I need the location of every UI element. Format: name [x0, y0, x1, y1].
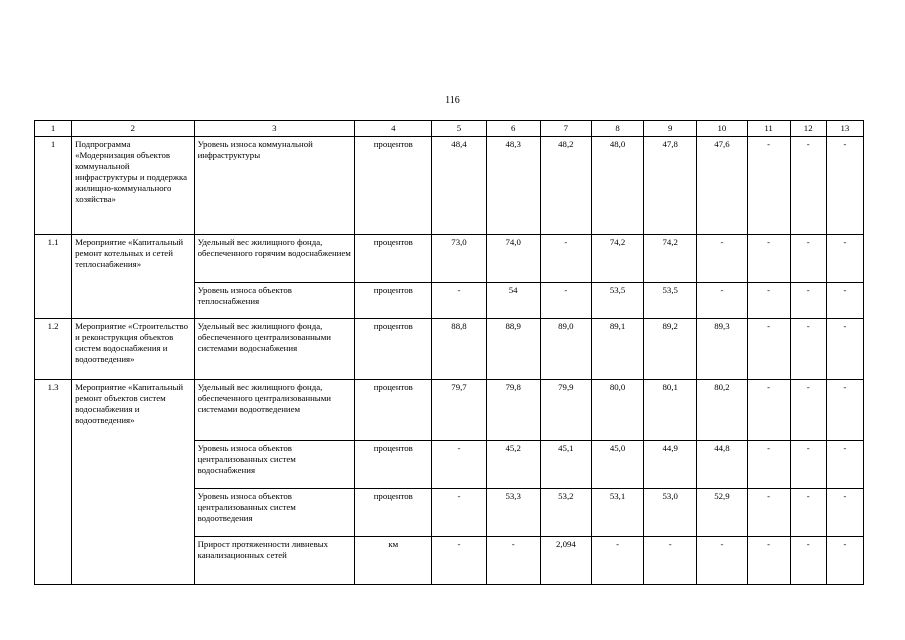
value-cell: - — [747, 137, 790, 235]
value-cell: - — [790, 441, 826, 489]
value-cell: - — [790, 235, 826, 283]
table-row — [35, 235, 864, 283]
value-cell: 80,2 — [697, 380, 747, 441]
header-cell: 1 — [35, 121, 72, 137]
value-cell: - — [826, 235, 863, 283]
value-cell: 54 — [486, 283, 540, 319]
value-cell: - — [697, 537, 747, 585]
value-cell: 73,0 — [432, 235, 486, 283]
value-cell: - — [826, 319, 863, 380]
value-cell: - — [540, 283, 591, 319]
value-cell: - — [826, 441, 863, 489]
value-cell: 53,5 — [644, 283, 697, 319]
value-cell: - — [790, 537, 826, 585]
unit-cell: процентов — [355, 441, 432, 489]
unit-cell: процентов — [355, 380, 432, 441]
indicator-cell: Удельный вес жилищного фонда, обеспеченного горячим водоснабжением — [194, 235, 355, 283]
value-cell: - — [432, 489, 486, 537]
row-number-cell: 1 — [35, 137, 72, 235]
value-cell: - — [747, 319, 790, 380]
unit-cell: процентов — [355, 137, 432, 235]
unit-cell: процентов — [355, 489, 432, 537]
value-cell: 44,9 — [644, 441, 697, 489]
indicator-cell: Уровень износа коммунальной инфраструктуры — [194, 137, 355, 235]
value-cell: 48,4 — [432, 137, 486, 235]
value-cell: 89,3 — [697, 319, 747, 380]
value-cell: 2,094 — [540, 537, 591, 585]
row-number-cell: 1.2 — [35, 319, 72, 380]
value-cell: 53,3 — [486, 489, 540, 537]
value-cell: - — [591, 537, 643, 585]
value-cell: - — [432, 441, 486, 489]
value-cell: 88,9 — [486, 319, 540, 380]
value-cell: 88,8 — [432, 319, 486, 380]
unit-cell: процентов — [355, 283, 432, 319]
value-cell: - — [826, 489, 863, 537]
header-cell: 7 — [540, 121, 591, 137]
value-cell: 52,9 — [697, 489, 747, 537]
value-cell: - — [790, 137, 826, 235]
table-header-row — [35, 121, 864, 137]
value-cell: 47,6 — [697, 137, 747, 235]
value-cell: - — [486, 537, 540, 585]
value-cell: 53,5 — [591, 283, 643, 319]
value-cell: - — [826, 537, 863, 585]
value-cell: 74,2 — [644, 235, 697, 283]
value-cell: 89,0 — [540, 319, 591, 380]
value-cell: 74,0 — [486, 235, 540, 283]
table-row — [35, 319, 864, 380]
value-cell: 89,1 — [591, 319, 643, 380]
header-cell: 3 — [194, 121, 355, 137]
value-cell: 79,9 — [540, 380, 591, 441]
measure-cell: Мероприятие «Капитальный ремонт объектов систем водоснабжения и водоотведения» — [72, 380, 194, 585]
page-number: 116 — [445, 95, 460, 106]
header-cell: 4 — [355, 121, 432, 137]
header-cell: 13 — [826, 121, 863, 137]
value-cell: 45,2 — [486, 441, 540, 489]
header-cell: 5 — [432, 121, 486, 137]
value-cell: - — [432, 283, 486, 319]
value-cell: - — [697, 283, 747, 319]
value-cell: - — [790, 283, 826, 319]
header-cell: 10 — [697, 121, 747, 137]
value-cell: 89,2 — [644, 319, 697, 380]
value-cell: - — [747, 537, 790, 585]
value-cell: 47,8 — [644, 137, 697, 235]
value-cell: - — [540, 235, 591, 283]
indicator-cell: Уровень износа объектов теплоснабжения — [194, 283, 355, 319]
value-cell: - — [697, 235, 747, 283]
value-cell: - — [432, 537, 486, 585]
row-number-cell: 1.1 — [35, 235, 72, 319]
measure-cell: Мероприятие «Капитальный ремонт котельных и сетей теплоснабжения» — [72, 235, 194, 319]
unit-cell: процентов — [355, 319, 432, 380]
header-cell: 2 — [72, 121, 194, 137]
value-cell: - — [747, 283, 790, 319]
indicator-cell: Удельный вес жилищного фонда, обеспеченного централизованными системами водоснабжения — [194, 319, 355, 380]
value-cell: 53,1 — [591, 489, 643, 537]
value-cell: 48,3 — [486, 137, 540, 235]
value-cell: - — [826, 283, 863, 319]
header-cell: 8 — [591, 121, 643, 137]
value-cell: - — [790, 380, 826, 441]
value-cell: - — [826, 380, 863, 441]
measure-cell: Мероприятие «Строительство и реконструкция объектов систем водоснабжения и водоотведения» — [72, 319, 194, 380]
indicator-cell: Прирост протяженности ливневых канализационных сетей — [194, 537, 355, 585]
value-cell: 53,2 — [540, 489, 591, 537]
header-cell: 9 — [644, 121, 697, 137]
value-cell: 45,0 — [591, 441, 643, 489]
value-cell: - — [790, 489, 826, 537]
value-cell: 80,1 — [644, 380, 697, 441]
value-cell: - — [747, 489, 790, 537]
indicator-cell: Уровень износа объектов централизованных систем водоснабжения — [194, 441, 355, 489]
row-number-cell: 1.3 — [35, 380, 72, 585]
header-cell: 12 — [790, 121, 826, 137]
measure-cell: Подпрограмма «Модернизация объектов коммунальной инфраструктуры и поддержка жилищно-коммунального хозяйства» — [72, 137, 194, 235]
value-cell: - — [644, 537, 697, 585]
unit-cell: км — [355, 537, 432, 585]
value-cell: 45,1 — [540, 441, 591, 489]
header-cell: 11 — [747, 121, 790, 137]
indicator-cell: Уровень износа объектов централизованных систем водоотведения — [194, 489, 355, 537]
table-row — [35, 380, 864, 441]
value-cell: - — [747, 380, 790, 441]
unit-cell: процентов — [355, 235, 432, 283]
value-cell: 74,2 — [591, 235, 643, 283]
header-cell: 6 — [486, 121, 540, 137]
indicators-table — [34, 120, 864, 585]
value-cell: 53,0 — [644, 489, 697, 537]
value-cell: 48,0 — [591, 137, 643, 235]
value-cell: - — [826, 137, 863, 235]
value-cell: 48,2 — [540, 137, 591, 235]
value-cell: 80,0 — [591, 380, 643, 441]
indicator-cell: Удельный вес жилищного фонда, обеспеченного централизованными системами водоотведением — [194, 380, 355, 441]
value-cell: 79,7 — [432, 380, 486, 441]
value-cell: 79,8 — [486, 380, 540, 441]
value-cell: - — [747, 235, 790, 283]
value-cell: - — [747, 441, 790, 489]
value-cell: - — [790, 319, 826, 380]
value-cell: 44,8 — [697, 441, 747, 489]
table-row — [35, 137, 864, 235]
